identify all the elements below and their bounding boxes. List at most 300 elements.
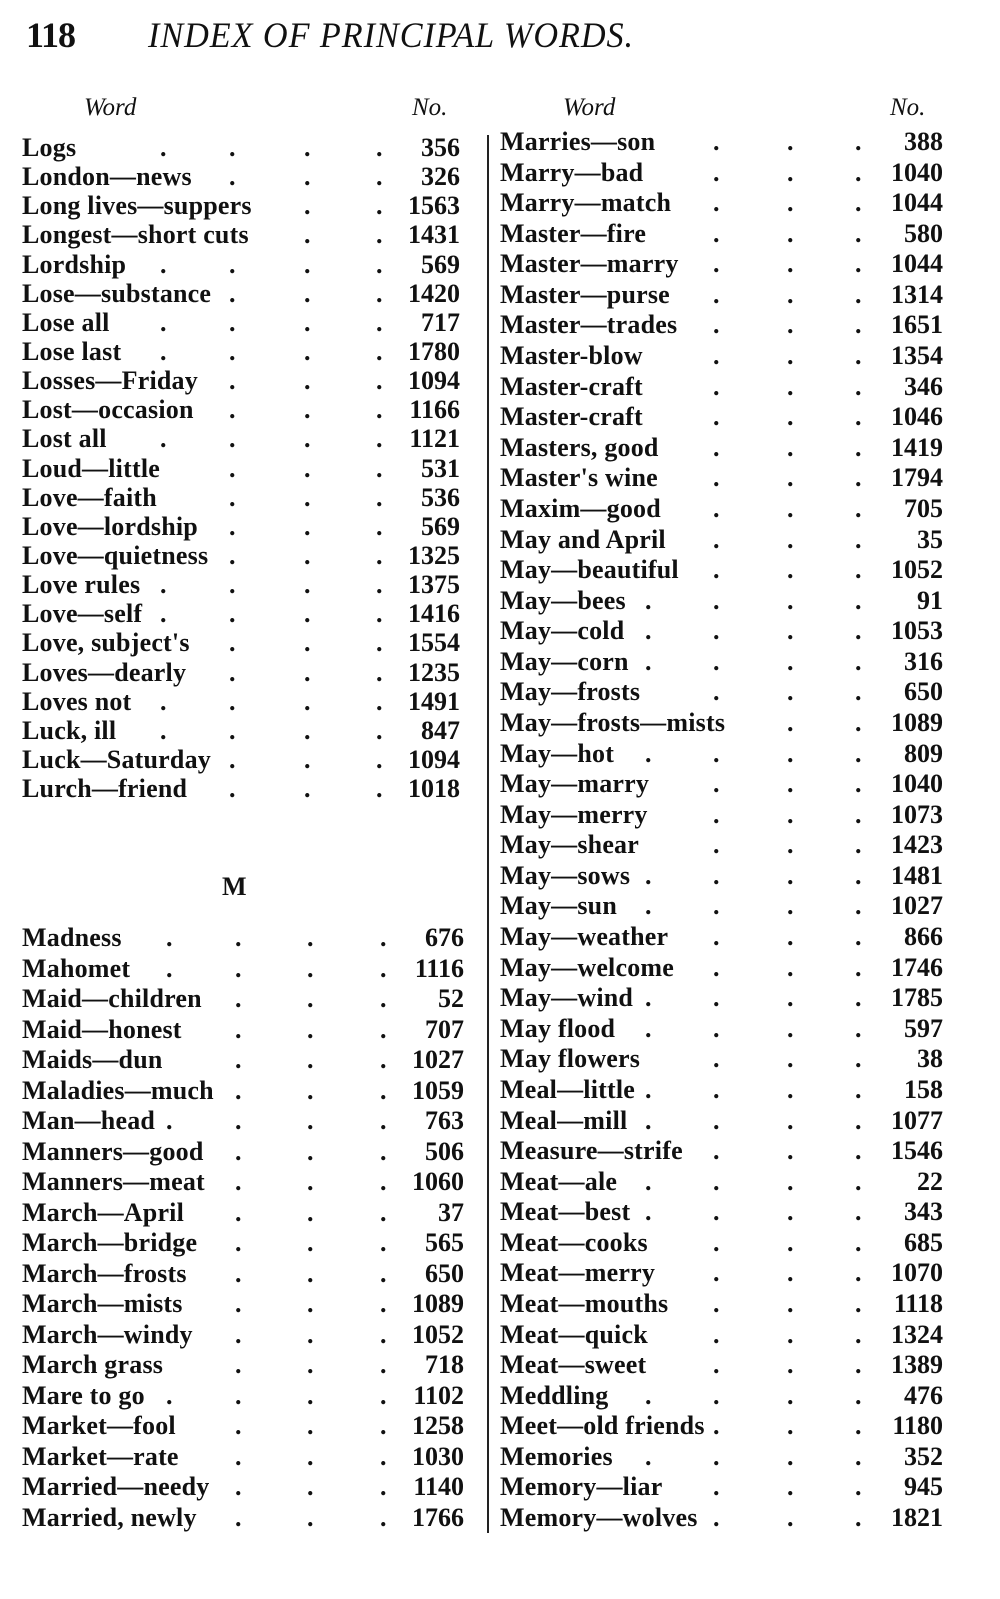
index-entry: [22, 1381, 464, 1412]
entry-number: 1491: [408, 686, 460, 716]
entry-number: 1180: [892, 1411, 943, 1441]
leader-dot: .: [713, 555, 720, 585]
leader-dot: .: [304, 482, 311, 512]
entry-word: Mare to go: [22, 1380, 145, 1410]
entry-word: Master—marry: [500, 249, 679, 279]
entry-word: Meat—mouths: [500, 1288, 669, 1318]
leader-dot: .: [376, 278, 383, 308]
entry-word: Luck—Saturday: [22, 744, 211, 774]
leader-dot: .: [307, 953, 314, 983]
leader-dot: .: [304, 540, 311, 570]
leader-dot: .: [787, 799, 794, 829]
index-entry: [22, 774, 460, 803]
entry-word: Lose all: [22, 307, 110, 337]
leader-dot: .: [380, 1411, 387, 1440]
entry-word: Marry—bad: [500, 157, 644, 187]
entry-word: May—hot: [500, 738, 615, 768]
entry-word: Mahomet: [22, 953, 131, 983]
index-entry: [500, 861, 943, 892]
entry-word: Manners—meat: [22, 1167, 205, 1196]
entry-number: 1140: [413, 1472, 464, 1501]
leader-dot: .: [787, 1288, 794, 1318]
entry-number: 1563: [408, 191, 460, 221]
leader-dot: .: [229, 307, 236, 337]
index-entry: [500, 1228, 943, 1259]
leader-dot: .: [376, 657, 383, 687]
leader-dot: .: [380, 1319, 387, 1349]
index-entry: [22, 395, 460, 424]
leader-dot: .: [713, 524, 720, 554]
leader-dot: .: [787, 830, 794, 860]
index-entry: [500, 310, 943, 341]
entry-number: 388: [904, 127, 943, 156]
entry-word: Married, newly: [22, 1502, 197, 1532]
leader-dot: .: [229, 715, 236, 745]
leader-dot: .: [166, 953, 173, 983]
leader-dot: .: [787, 707, 794, 737]
leader-dot: .: [380, 1075, 387, 1105]
entry-number: 1423: [891, 830, 943, 860]
leader-dot: .: [787, 402, 794, 432]
leader-dot: .: [229, 133, 236, 162]
leader-dot: .: [713, 1319, 720, 1349]
entry-word: Lordship: [22, 249, 127, 279]
entry-number: 91: [917, 585, 943, 615]
entry-number: 531: [421, 453, 460, 483]
index-entry: [22, 162, 460, 191]
leader-dot: .: [787, 1441, 794, 1471]
leader-dot: .: [307, 1167, 314, 1196]
index-entry: [22, 954, 464, 985]
leader-dot: .: [645, 646, 652, 676]
index-entry: [22, 570, 460, 599]
entry-word: Market—rate: [22, 1441, 179, 1471]
leader-dot: .: [713, 249, 720, 279]
leader-dot: .: [229, 570, 236, 600]
leader-dot: .: [787, 1411, 794, 1441]
entry-number: 1018: [408, 774, 460, 804]
entry-word: Long lives—suppers: [22, 191, 252, 221]
entry-word: Madness: [22, 923, 122, 952]
entry-word: Loves not: [22, 686, 132, 716]
leader-dot: .: [304, 366, 311, 396]
leader-dot: .: [855, 279, 862, 309]
entry-number: 1040: [891, 157, 943, 187]
leader-dot: .: [235, 953, 242, 983]
leader-dot: .: [855, 432, 862, 462]
entry-word: Logs: [22, 133, 77, 162]
leader-dot: .: [787, 646, 794, 676]
leader-dot: .: [787, 952, 794, 982]
leader-dot: .: [307, 1441, 314, 1471]
leader-dot: .: [380, 1380, 387, 1410]
leader-dot: .: [166, 1380, 173, 1410]
leader-dot: .: [855, 983, 862, 1013]
entry-word: Marry—match: [500, 188, 672, 218]
entry-word: March—windy: [22, 1319, 193, 1349]
leader-dot: .: [307, 1258, 314, 1288]
leader-dot: .: [304, 657, 311, 687]
leader-dot: .: [304, 336, 311, 366]
leader-dot: .: [713, 1441, 720, 1471]
entry-number: 1746: [891, 952, 943, 982]
index-entry: [500, 647, 943, 678]
leader-dot: .: [376, 307, 383, 337]
entry-number: 1324: [891, 1319, 943, 1349]
leader-dot: .: [304, 249, 311, 279]
index-entry: [500, 1381, 943, 1412]
leader-dot: .: [235, 1258, 242, 1288]
leader-dot: .: [787, 310, 794, 340]
leader-dot: .: [235, 1289, 242, 1318]
leader-dot: .: [380, 1228, 387, 1257]
leader-dot: .: [713, 1074, 720, 1104]
leader-dot: .: [376, 220, 383, 250]
entry-word: May—sun: [500, 891, 617, 921]
leader-dot: .: [304, 715, 311, 745]
entry-word: Master—purse: [500, 279, 670, 309]
leader-dot: .: [160, 249, 167, 279]
index-entry: [500, 677, 943, 708]
entry-word: Loves—dearly: [22, 657, 187, 687]
leader-dot: .: [376, 366, 383, 396]
leader-dot: .: [787, 371, 794, 401]
index-entry: [500, 127, 943, 158]
entry-number: 569: [421, 249, 460, 279]
leader-dot: .: [855, 402, 862, 432]
leader-dot: .: [855, 738, 862, 768]
leader-dot: .: [645, 616, 652, 646]
leader-dot: .: [855, 1411, 862, 1441]
leader-dot: .: [160, 424, 167, 454]
leader-dot: .: [787, 524, 794, 554]
entry-number: 945: [904, 1472, 943, 1502]
entry-number: 1546: [891, 1136, 943, 1166]
entry-word: Married—needy: [22, 1472, 210, 1501]
entry-number: 346: [904, 371, 943, 401]
index-entry: [500, 188, 943, 219]
leader-dot: .: [235, 1167, 242, 1196]
leader-dot: .: [713, 677, 720, 707]
leader-dot: .: [787, 677, 794, 707]
entry-number: 1821: [891, 1503, 943, 1533]
leader-dot: .: [307, 1075, 314, 1105]
leader-dot: .: [787, 1013, 794, 1043]
entry-number: 1375: [408, 570, 460, 600]
index-entry: [500, 1289, 943, 1320]
entry-number: 1059: [412, 1075, 464, 1105]
entry-number: 352: [904, 1441, 943, 1471]
leader-dot: .: [713, 799, 720, 829]
leader-dot: .: [855, 524, 862, 554]
leader-dot: .: [235, 1045, 242, 1074]
entry-word: Love—faith: [22, 482, 157, 512]
leader-dot: .: [235, 1319, 242, 1349]
leader-dot: .: [380, 1441, 387, 1471]
entry-number: 1785: [891, 983, 943, 1013]
leader-dot: .: [713, 1136, 720, 1166]
leader-dot: .: [376, 774, 383, 804]
index-entry: [22, 1015, 464, 1046]
entry-number: 685: [904, 1227, 943, 1257]
entry-word: March—mists: [22, 1289, 183, 1318]
leader-dot: .: [713, 402, 720, 432]
leader-dot: .: [166, 1106, 173, 1135]
leader-dot: .: [160, 133, 167, 162]
entry-number: 37: [438, 1197, 464, 1227]
entry-number: 705: [904, 493, 943, 523]
leader-dot: .: [304, 686, 311, 716]
index-entry: [22, 133, 460, 162]
leader-dot: .: [235, 1228, 242, 1257]
left-column-m-entries: [22, 923, 464, 1533]
index-entry: [500, 158, 943, 189]
entry-number: 1046: [891, 402, 943, 432]
leader-dot: .: [787, 218, 794, 248]
index-entry: [22, 1411, 464, 1442]
entry-word: May—merry: [500, 799, 648, 829]
leader-dot: .: [376, 482, 383, 512]
leader-dot: .: [713, 310, 720, 340]
entry-word: Market—fool: [22, 1411, 176, 1440]
entry-number: 597: [904, 1013, 943, 1043]
leader-dot: .: [787, 585, 794, 615]
leader-dot: .: [713, 371, 720, 401]
index-entry: [22, 923, 464, 954]
leader-dot: .: [787, 891, 794, 921]
leader-dot: .: [855, 677, 862, 707]
entry-word: May—frosts: [500, 677, 641, 707]
entry-word: Masters, good: [500, 432, 659, 462]
leader-dot: .: [713, 1258, 720, 1288]
entry-word: Master-blow: [500, 341, 643, 371]
leader-dot: .: [855, 616, 862, 646]
leader-dot: .: [787, 157, 794, 187]
leader-dot: .: [376, 628, 383, 658]
index-entry: [22, 984, 464, 1015]
entry-word: Lose—substance: [22, 278, 212, 308]
leader-dot: .: [307, 1228, 314, 1257]
index-entry: [22, 1198, 464, 1229]
leader-dot: .: [713, 1166, 720, 1196]
leader-dot: .: [645, 585, 652, 615]
entry-number: 809: [904, 738, 943, 768]
index-entry: [22, 1350, 464, 1381]
index-entry: [22, 1472, 464, 1503]
entry-number: 1416: [408, 599, 460, 629]
entry-word: Meat—ale: [500, 1166, 618, 1196]
index-entry: [22, 1228, 464, 1259]
leader-dot: .: [713, 952, 720, 982]
entry-number: 38: [917, 1044, 943, 1074]
leader-dot: .: [855, 769, 862, 799]
entry-word: Meat—sweet: [500, 1350, 647, 1380]
leader-dot: .: [376, 570, 383, 600]
entry-number: 1073: [891, 799, 943, 829]
entry-number: 1027: [891, 891, 943, 921]
index-entry: [22, 658, 460, 687]
entry-word: May—beautiful: [500, 555, 679, 585]
entry-number: 707: [425, 1014, 464, 1044]
leader-dot: .: [713, 738, 720, 768]
entry-word: March—April: [22, 1197, 185, 1227]
leader-dot: .: [235, 1441, 242, 1471]
index-entry: [500, 1411, 943, 1442]
leader-dot: .: [376, 249, 383, 279]
entry-word: Measure—strife: [500, 1136, 683, 1166]
leader-dot: .: [235, 1197, 242, 1227]
leader-dot: .: [304, 395, 311, 425]
entry-word: Maids—dun: [22, 1045, 163, 1074]
index-entry: [500, 891, 943, 922]
entry-number: 1325: [408, 540, 460, 570]
leader-dot: .: [376, 336, 383, 366]
entry-word: Man—head: [22, 1106, 156, 1135]
entry-word: Meet—old friends: [500, 1411, 705, 1441]
entry-word: May—sows: [500, 860, 631, 890]
leader-dot: .: [235, 1350, 242, 1379]
leader-dot: .: [645, 738, 652, 768]
leader-dot: .: [855, 1288, 862, 1318]
leader-dot: .: [376, 424, 383, 454]
leader-dot: .: [229, 395, 236, 425]
leader-dot: .: [380, 953, 387, 983]
leader-dot: .: [380, 1258, 387, 1288]
leader-dot: .: [380, 1167, 387, 1196]
leader-dot: .: [229, 744, 236, 774]
leader-dot: .: [304, 307, 311, 337]
column-divider: [487, 135, 489, 1533]
leader-dot: .: [855, 860, 862, 890]
leader-dot: .: [229, 249, 236, 279]
entry-number: 1089: [891, 707, 943, 737]
index-entry: [500, 341, 943, 372]
index-entry: [500, 525, 943, 556]
entry-number: 650: [425, 1258, 464, 1288]
entry-number: 476: [904, 1380, 943, 1410]
index-entry: [500, 616, 943, 647]
entry-number: 1554: [408, 628, 460, 658]
entry-number: 158: [904, 1074, 943, 1104]
leader-dot: .: [380, 1014, 387, 1044]
leader-dot: .: [787, 922, 794, 952]
leader-dot: .: [376, 540, 383, 570]
entry-word: May and April: [500, 524, 666, 554]
leader-dot: .: [855, 1166, 862, 1196]
leader-dot: .: [787, 769, 794, 799]
right-no-heading: No.: [890, 94, 926, 121]
leader-dot: .: [713, 616, 720, 646]
leader-dot: .: [855, 1441, 862, 1471]
entry-word: March—frosts: [22, 1258, 187, 1288]
entry-number: 536: [421, 482, 460, 512]
entry-number: 52: [438, 984, 464, 1013]
entry-word: Marries—son: [500, 127, 656, 156]
entry-word: March—bridge: [22, 1228, 198, 1257]
leader-dot: .: [787, 616, 794, 646]
entry-word: London—news: [22, 162, 192, 192]
leader-dot: .: [855, 1105, 862, 1135]
right-column-entries: [500, 127, 943, 1534]
index-entry: [500, 463, 943, 494]
leader-dot: .: [787, 463, 794, 493]
entry-number: 565: [425, 1228, 464, 1257]
leader-dot: .: [307, 1502, 314, 1532]
leader-dot: .: [787, 860, 794, 890]
leader-dot: .: [855, 1197, 862, 1227]
entry-number: 1258: [412, 1411, 464, 1440]
leader-dot: .: [229, 599, 236, 629]
leader-dot: .: [229, 540, 236, 570]
entry-word: Love—quietness: [22, 540, 209, 570]
entry-number: 1166: [409, 395, 460, 425]
leader-dot: .: [304, 191, 311, 221]
entry-word: Luck, ill: [22, 715, 117, 745]
leader-dot: .: [855, 891, 862, 921]
entry-number: 1780: [408, 336, 460, 366]
left-no-heading: No.: [412, 94, 448, 121]
entry-word: Love—self: [22, 599, 143, 629]
page-number: 118: [26, 15, 76, 55]
entry-number: 847: [421, 715, 460, 745]
leader-dot: .: [855, 188, 862, 218]
entry-word: May—welcome: [500, 952, 675, 982]
entry-word: Meal—mill: [500, 1105, 628, 1135]
leader-dot: .: [787, 1472, 794, 1502]
leader-dot: .: [713, 432, 720, 462]
index-entry: [500, 1106, 943, 1137]
entry-word: May flood: [500, 1013, 616, 1043]
leader-dot: .: [307, 1380, 314, 1410]
leader-dot: .: [229, 686, 236, 716]
leader-dot: .: [713, 1013, 720, 1043]
entry-word: Meat—best: [500, 1197, 631, 1227]
leader-dot: .: [307, 1014, 314, 1044]
leader-dot: .: [855, 157, 862, 187]
entry-word: Losses—Friday: [22, 366, 198, 396]
entry-number: 356: [421, 133, 460, 162]
entry-number: 1235: [408, 657, 460, 687]
leader-dot: .: [713, 463, 720, 493]
index-entry: [22, 1289, 464, 1320]
entry-word: Lose last: [22, 336, 122, 366]
entry-number: 1052: [891, 555, 943, 585]
entry-number: 35: [917, 524, 943, 554]
leader-dot: .: [713, 769, 720, 799]
entry-number: 676: [425, 923, 464, 952]
leader-dot: .: [304, 599, 311, 629]
leader-dot: .: [787, 1503, 794, 1533]
right-word-heading: Word: [563, 94, 616, 121]
leader-dot: .: [376, 599, 383, 629]
entry-number: 650: [904, 677, 943, 707]
leader-dot: .: [307, 984, 314, 1013]
leader-dot: .: [304, 278, 311, 308]
leader-dot: .: [304, 162, 311, 192]
entry-word: Master-craft: [500, 402, 643, 432]
leader-dot: .: [645, 1197, 652, 1227]
leader-dot: .: [787, 1136, 794, 1166]
leader-dot: .: [235, 984, 242, 1013]
leader-dot: .: [235, 1502, 242, 1532]
leader-dot: .: [380, 1045, 387, 1074]
entry-number: 1419: [891, 432, 943, 462]
entry-number: 1116: [414, 953, 464, 983]
leader-dot: .: [160, 599, 167, 629]
leader-dot: .: [787, 1227, 794, 1257]
leader-dot: .: [713, 1503, 720, 1533]
leader-dot: .: [235, 923, 242, 952]
